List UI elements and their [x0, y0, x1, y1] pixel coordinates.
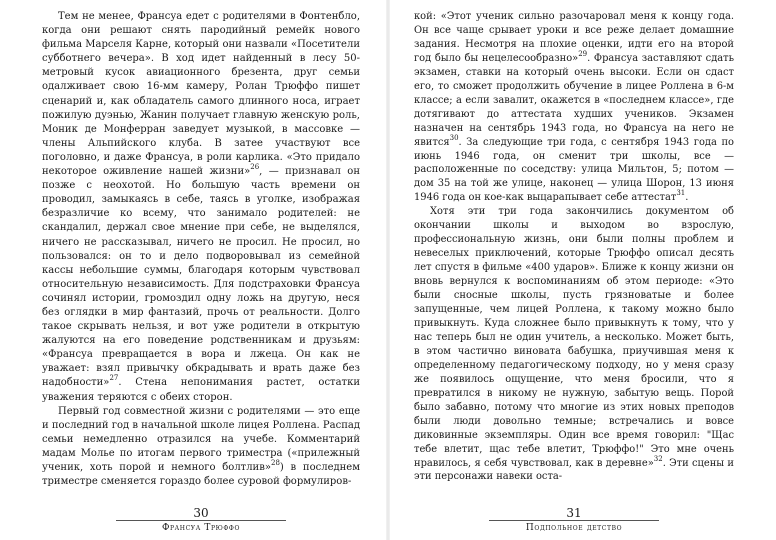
right-paragraph-0 — [414, 10, 734, 205]
footnote-ref-32: 32 — [653, 454, 663, 463]
left-page-number: 30 — [193, 506, 209, 520]
right-body-text — [414, 10, 734, 484]
left-p1-text-c: . Стена непонимания растет, остатки уважения теряются с обеих сторон. — [42, 377, 360, 403]
right-footer-rule — [489, 520, 659, 521]
footnote-ref-30: 30 — [449, 133, 459, 142]
right-p0-text-c: . За следующие три года, с сентября 1943 года по июнь 1946 года, он сменит три школы, все — расположенные по соседству: улица Мильтон, 5; потом — дом 35 на той же улице, наконец — улица Шорон, 13 июня 1946 года он кое-как выцарапывает себе аттестат — [414, 136, 734, 204]
footnote-ref-28: 28 — [270, 459, 280, 467]
left-p2-text-a: Первый год совместной жизни с родителями — это еще и последний год в начальной школе лицея Роллена. Распад семьи немедленно отразился на учебе. Комментарий мадам Молье по итогам первого триместра («прилежный ученик, хоть порой и немного болтлив» — [42, 405, 360, 473]
footnote-ref-29: 29 — [578, 49, 588, 58]
left-paragraph-2 — [42, 405, 360, 490]
left-running-head: Франсуа Трюффо — [161, 523, 241, 533]
left-paragraph-1 — [42, 10, 360, 405]
right-p1-text-b: . Эти сцены и эти персонажи навеки оста- — [414, 457, 734, 483]
left-p1-text-a: Тем не менее, Франсуа едет с родителями в Фонтенбло, когда они решают снять пародийный ремейк нового фильма Марселя Карне, который они назвали «Посетители субботнего вечера». В ход идет найденный в лесу 50-метровый кусок авиационного брезента, друг семьи одалживает свою 16-мм камеру, Ролан Трюффо пишет сценарий и, как обладатель самого длинного носа, играет пожилую дуэнью, Жанин получает главную женскую роль, Моник де Монферран заведует музыкой, в массовке — члены Альпийского клуба. В затее участвуют все поголовно, и даже Франсуа, в роли карлика. «Это придало некоторое оживление нашей жизни» — [42, 11, 360, 178]
left-footer — [42, 506, 360, 534]
right-page-number: 31 — [566, 506, 582, 520]
right-p0-text-b: . Франсуа заставляют сдать экзамен, ставки на который очень высоки. Если он сдаст его, то сможет продолжить обучение в лицее Роллена в 6-м классе; а если завалит, окажется в «последнем классе», где дотягивают до аттестата худших учеников. Экзамен назначен на сентябрь 1943 года, но Франсуа на него не явится — [414, 52, 734, 148]
right-running-head: Подпольное детство — [525, 523, 623, 533]
right-p1-text-a: Хотя эти три года закончились документом об окончании школы и выходом во взрослую, профессиональную жизнь, они были полны проблем и невеселых приключений, которые Трюффо описал десять лет спустя в фильме «400 ударов». Ближе к концу жизни он вновь вернулся к воспоминаниям об этом периоде: «Это были сносные школы, пусть грязноватые и более запущенные, чем лицей Роллена, к такому можно было привыкнуть. Куда сложнее было привыкнуть к тому, что у нас теперь был не один учитель, а несколько. Может быть, в этом частично виновата бабушка, приучившая меня к определенному педагогическому подходу, но у меня сразу же появилось ощущение, что меня бросили, что я превратился в никому не нужную, забытую вещь. Порой было забавно, потому что многие из этих новых преподов были люди довольно темные; встречались и вовсе диковинные экземпляры. Один все время говорил: "Щас тебе влетит, щас тебе влетит, Трюффо!" Это мне очень нравилось, я себя чувствовал, как в деревне» — [414, 206, 734, 469]
left-body-text — [42, 10, 360, 489]
right-page — [388, 0, 776, 540]
right-p0-text-a: кой: «Этот ученик сильно разочаровал меня к концу года. Он все чаще срывает уроки и все реже делает домашние задания. Несмотря на плохие оценки, идти его на второй год было бы нецелесообразно» — [414, 11, 734, 64]
right-footer — [414, 506, 734, 534]
left-p2-text-b: ) в последнем триместре сменяется гораздо более суровой формулиров- — [42, 462, 361, 488]
footnote-ref-27: 27 — [109, 374, 119, 383]
left-p1-text-b: , — признавал он позже с неохотой. Но большую часть времени он проводил, замыкаясь в себе, таясь в уголке, изображая безразличие ко всему, что занимало родителей: не скандалил, держал свое мнение при себе, не выделялся, ничего не рассказывал, ничего не просил. Не просил, но пользовался: он то и дело подворовывал из семейной кассы небольшие суммы, благодаря которым чувствовал относительную независимость. Для подстраховки Франсуа сочинял истории, громоздил одну ложь на другую, неся без оглядки в мир фантазий, прочь от реальности. Долго такое скрывать нельзя, и вот уже родители в открытую жалуются на его поведение родственникам и друзьям: «Франсуа превращается в вора и лжеца. Он как не уважает: взял привычку обкрадывать и врать даже без надобности» — [42, 166, 360, 389]
footnote-ref-26: 26 — [250, 163, 260, 172]
footnote-ref-31: 31 — [676, 189, 686, 198]
left-footer-rule — [116, 520, 286, 521]
right-paragraph-1 — [414, 205, 734, 484]
right-p0-text-d: . — [685, 192, 689, 204]
